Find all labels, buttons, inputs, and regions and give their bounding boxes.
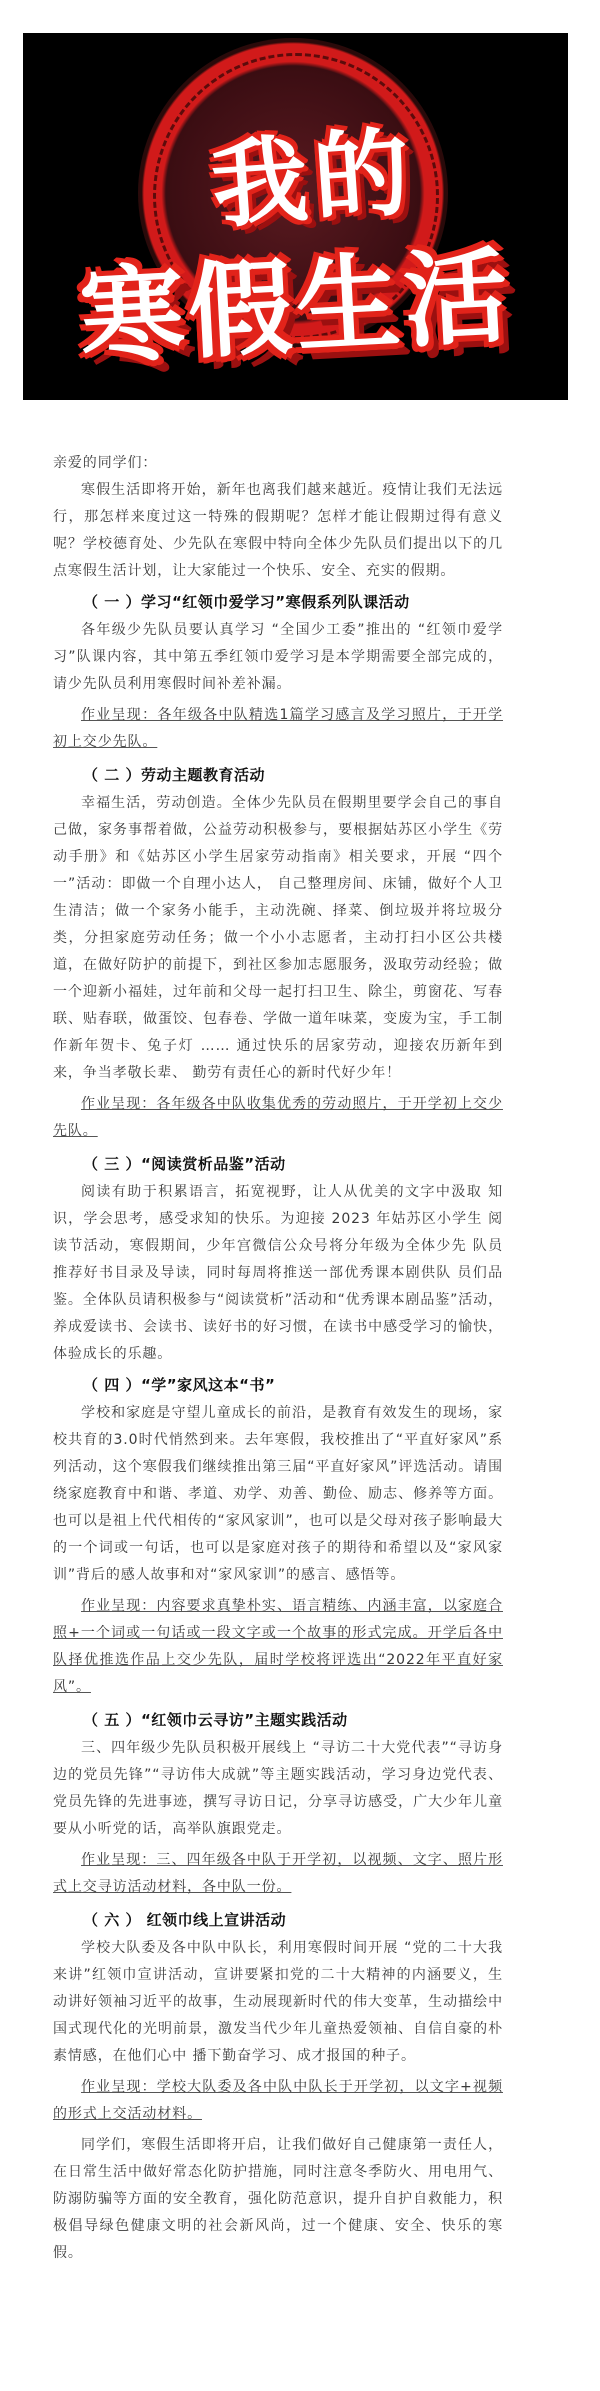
closing-paragraph: 同学们，寒假生活即将开启，让我们做好自己健康第一责任人，在日常生活中做好常态化防护措施，同时注意冬季防火、用电用气、防溺防骗等方面的安全教育，强化防范意识，提升自护自救能力，积极倡导绿色健康文明的社会新风尚，过一个健康、安全、快乐的寒假。: [53, 2137, 503, 2261]
section-body: 各年级少先队员要认真学习 “全国少工委”推出的 “红领巾爱学习”队课内容，其中第五季红领巾爱学习是本学期需要全部完成的，请少先队员利用寒假时间补差补漏。: [53, 622, 503, 692]
section-1: [53, 587, 503, 756]
section-body: 学校和家庭是守望儿童成长的前沿，是教育有效发生的现场，家校共育的3.0时代悄然到来。去年寒假，我校推出了“平直好家风”系列活动，这个寒假我们继续推出第三届“平直好家风”评选活动。请围绕家庭教育中和谐、孝道、劝学、劝善、勤俭、励志、修养等方面。也可以是祖上代代相传的“家风家训”，也可以是父母对孩子影响最大的一个词或一句话，也可以是家庭对孩子的期待和希望以及“家风家训”背后的感人故事和对“家风家训”的感言、感悟等。: [53, 1405, 503, 1583]
letter-body: [53, 450, 503, 2267]
section-body: 阅读有助于积累语言，拓宽视野，让人从优美的文字中汲取 知识，学会思考，感受求知的快乐。为迎接 2023 年姑苏区小学生 阅读节活动，寒假期间，少年宫微信公众号将分年级为全体少先 队员推荐好书目录及导读，同时每周将推送一部优秀课本剧供队 员们品鉴。全体队员请积极参与“阅读赏析”活动和“优秀课本剧品鉴”活动，养成爱读书、会读书、读好书的好习惯，在读书中感受学习的愉快，体验成长的乐趣。: [53, 1184, 503, 1362]
section-heading: （ 四 ）“学”家风这本“书”: [83, 1376, 276, 1394]
section-heading: （ 一 ）学习“红领巾爱学习”寒假系列队课活动: [83, 593, 410, 611]
section-heading: （ 二 ）劳动主题教育活动: [83, 766, 265, 784]
section-4: [53, 1370, 503, 1701]
banner-title-line1: 我的: [207, 116, 420, 242]
homework-note: 作业呈现：各年级各中队精选1篇学习感言及学习照片，于开学初上交少先队。: [53, 707, 503, 750]
section-2: [53, 760, 503, 1145]
homework-note: 作业呈现：三、四年级各中队于开学初，以视频、文字、照片形式上交寻访活动材料，各中队一份。: [53, 1852, 503, 1895]
title-banner: [23, 33, 568, 400]
section-heading: （ 五 ）“红领巾云寻访”主题实践活动: [83, 1711, 348, 1729]
homework-note: 作业呈现：各年级各中队收集优秀的劳动照片，于开学初上交少先队。: [53, 1096, 503, 1139]
section-heading: （ 六 ） 红领巾线上宣讲活动: [83, 1911, 287, 1929]
homework-note: 作业呈现：学校大队委及各中队中队长于开学初，以文字+视频的形式上交活动材料。: [53, 2079, 503, 2122]
section-3: [53, 1149, 503, 1368]
greeting: 亲爱的同学们：: [53, 455, 158, 471]
section-body: 三、四年级少先队员积极开展线上 “寻访二十大党代表”“寻访身边的党员先锋”“寻访伟大成就”等主题实践活动，学习身边党代表、党员先锋的先进事迹，撰写寻访日记，分享寻访感受，广大少年儿童要从小听党的话，高举队旗跟党走。: [53, 1740, 503, 1837]
section-body: 幸福生活，劳动创造。全体少先队员在假期里要学会自己的事自己做，家务事帮着做，公益劳动积极参与，要根据姑苏区小学生《劳动手册》和《姑苏区小学生居家劳动指南》相关要求，开展 “四个一”活动：即做一个自理小达人， 自己整理房间、床铺，做好个人卫生清洁；做一个家务小能手，主动洗碗、择菜、倒垃圾并将垃圾分类，分担家庭劳动任务；做一个小小志愿者，主动打扫小区公共楼道，在做好防护的前提下，到社区参加志愿服务，汲取劳动经验；做一个迎新小福娃，过年前和父母一起打扫卫生、除尘，剪窗花、写春联、贴春联，做蛋饺、包春卷、学做一道年味菜，变废为宝，手工制作新年贺卡、兔子灯 …… 通过快乐的居家劳动，迎接农历新年到来，争当孝敬长辈、 勤劳有责任心的新时代好少年！: [53, 795, 503, 1081]
section-heading: （ 三 ）“阅读赏析品鉴”活动: [83, 1155, 286, 1173]
section-6: [53, 1905, 503, 2128]
homework-note: 作业呈现：内容要求真挚朴实、语言精练、内涵丰富，以家庭合照+一个词或一句话或一段文字或一个故事的形式完成。开学后各中队择优推选作品上交少先队，届时学校将评选出“2022年平直好家风”。: [53, 1598, 503, 1695]
banner-title-line2: 寒假生活: [77, 234, 515, 380]
section-5: [53, 1705, 503, 1901]
section-body: 学校大队委及各中队中队长，利用寒假时间开展 “党的二十大我来讲”红领巾宣讲活动，宣讲要紧扣党的二十大精神的内涵要义，生动讲好领袖习近平的故事，生动展现新时代的伟大变革，生动描绘中国式现代化的光明前景，激发当代少年儿童热爱领袖、自信自豪的朴素情感，在他们心中 播下勤奋学习、成才报国的种子。: [53, 1940, 503, 2064]
intro-paragraph: 寒假生活即将开始，新年也离我们越来越近。疫情让我们无法远行，那怎样来度过这一特殊的假期呢？怎样才能让假期过得有意义呢？学校德育处、少先队在寒假中特向全体少先队员们提出以下的几点寒假生活计划，让大家能过一个快乐、安全、充实的假期。: [53, 482, 503, 579]
